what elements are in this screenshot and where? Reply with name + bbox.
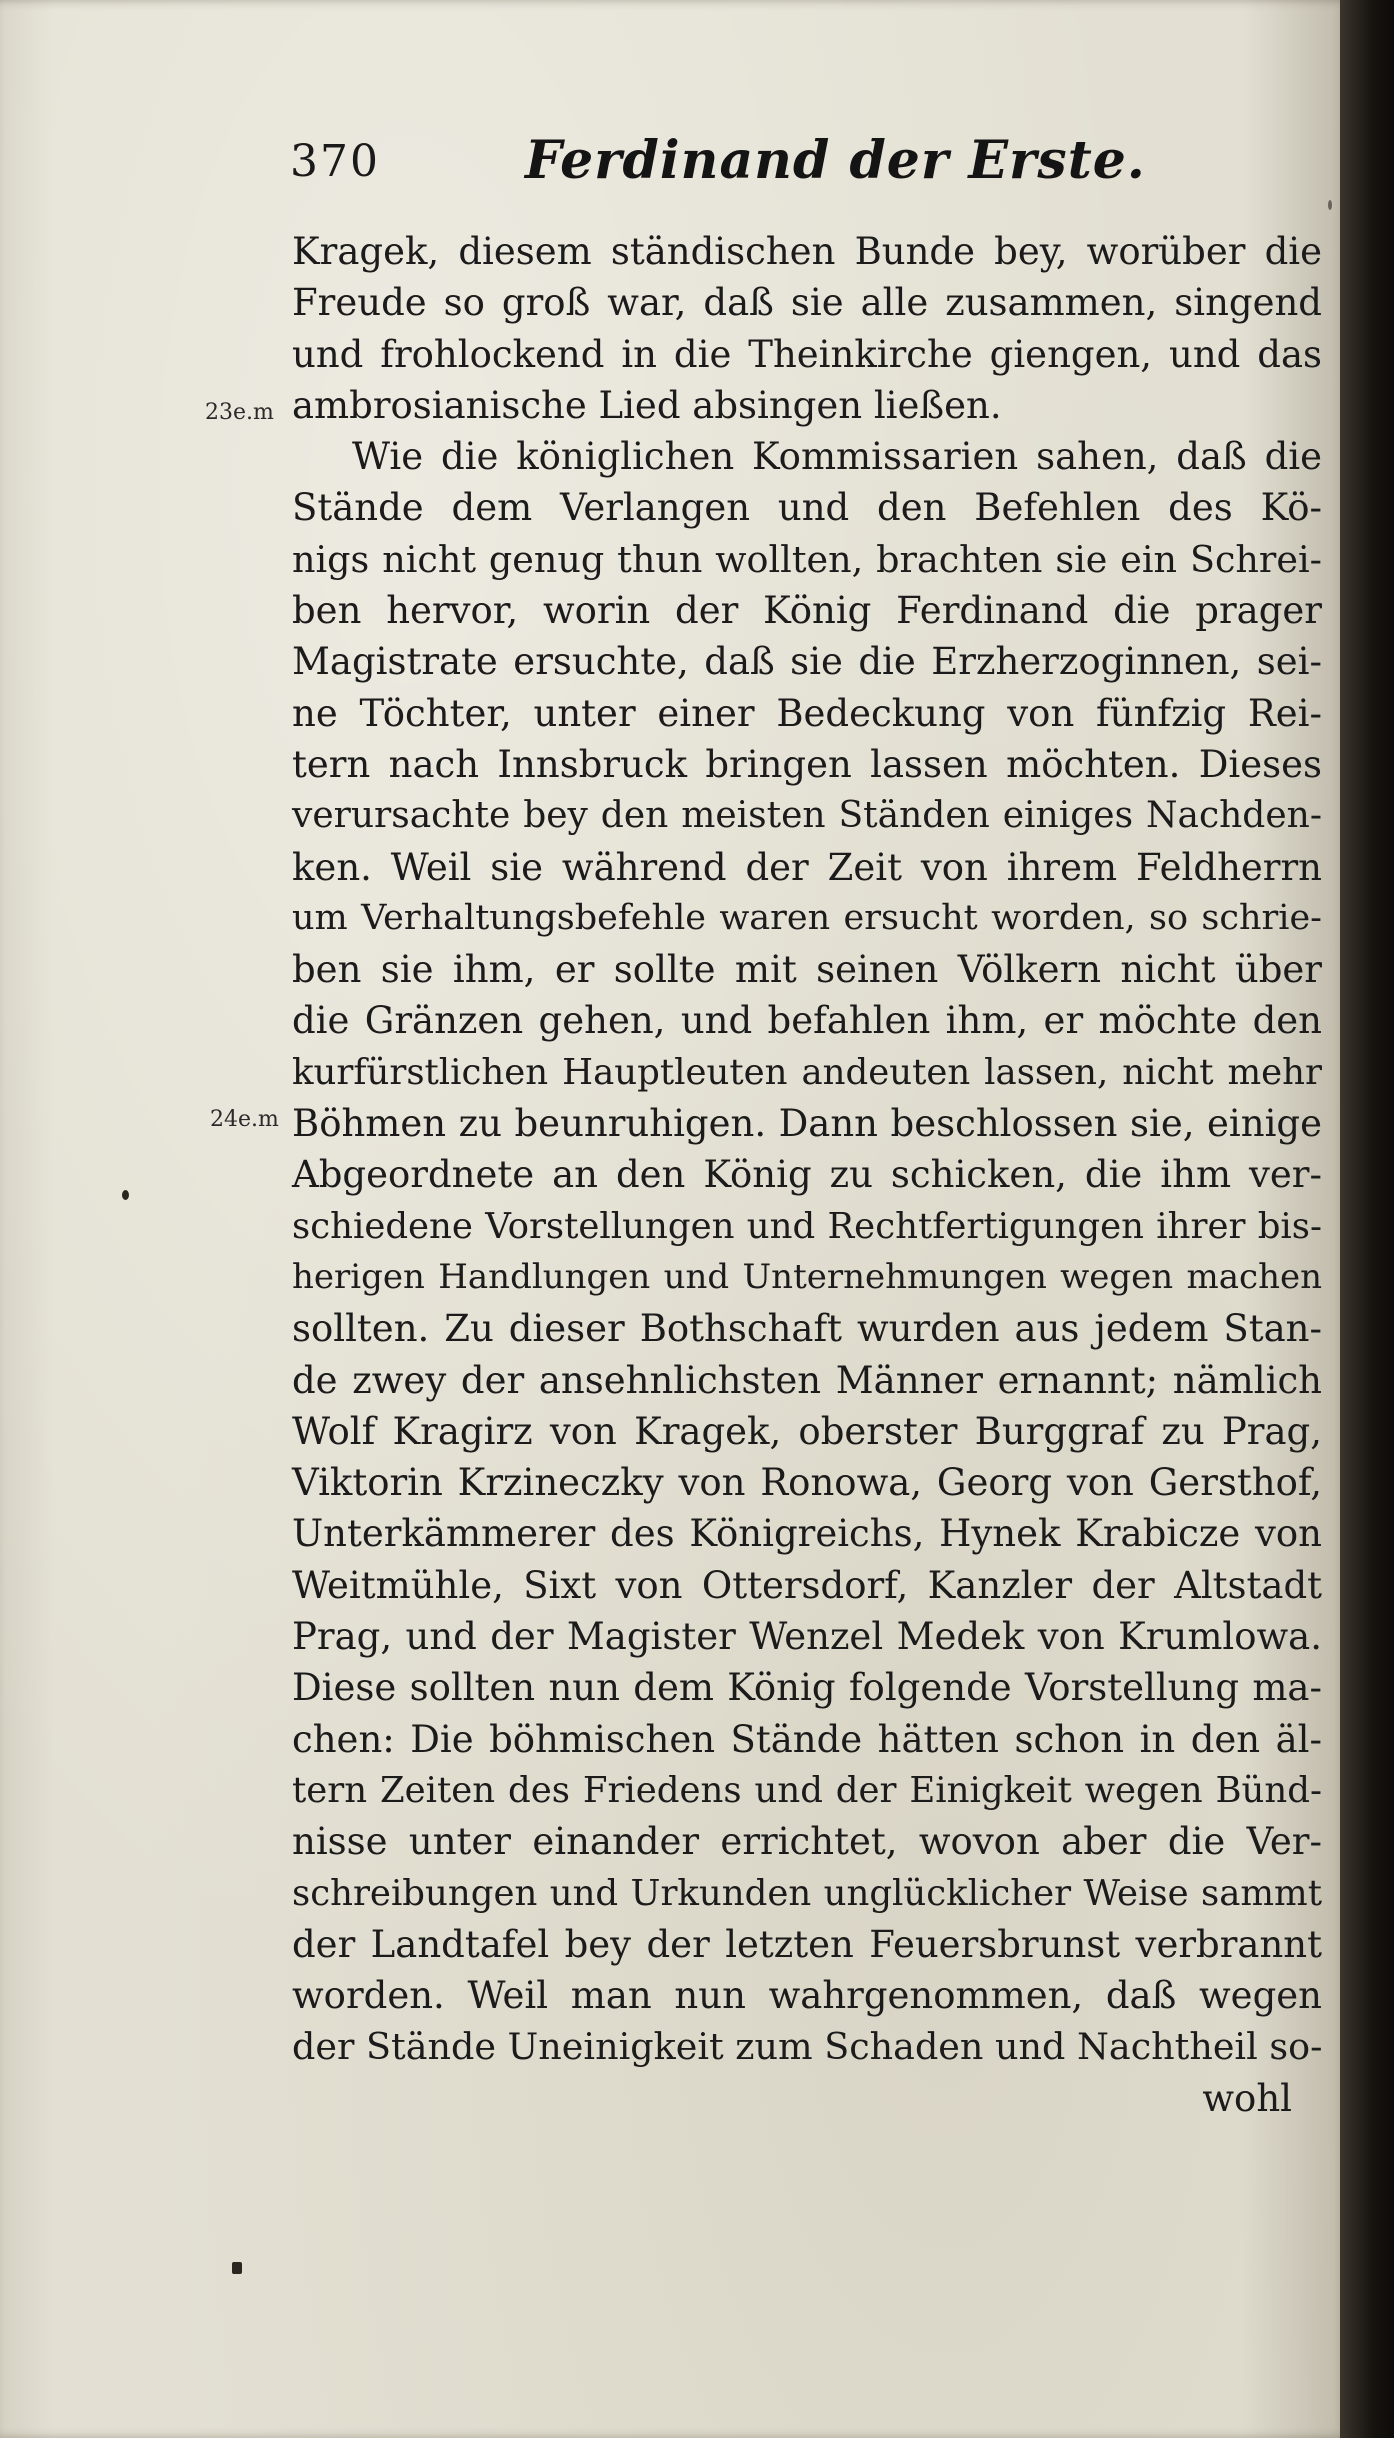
text-line: de zwey der ansehnlichsten Männer ernannt; nämlich: [292, 1358, 1322, 1402]
text-line: Wolf Kragirz von Kragek, oberster Burggraf zu Prag,: [292, 1409, 1322, 1453]
text-line: tern Zeiten des Friedens und der Einigkeit wegen Bünd-: [292, 1769, 1322, 1811]
page-number: 370: [290, 136, 380, 187]
text-line: und frohlockend in die Theinkirche giengen, und das: [292, 332, 1322, 376]
text-line: Böhmen zu beunruhigen. Dann beschlossen sie, einige: [292, 1102, 1322, 1146]
text-line: Diese sollten nun dem König folgende Vorstellung ma-: [292, 1666, 1322, 1710]
text-line: chen: Die böhmischen Stände hätten schon in den äl-: [292, 1717, 1322, 1761]
text-line: verursachte bey den meisten Ständen einiges Nachden-: [292, 795, 1322, 837]
text-line: Prag, und der Magister Wenzel Medek von Krumlowa.: [292, 1615, 1322, 1659]
paper-speck: [232, 2262, 242, 2274]
text-line: ne Töchter, unter einer Bedeckung von fünfzig Rei-: [292, 691, 1322, 735]
margin-note: 24e.m: [210, 1107, 279, 1132]
text-line: Stände dem Verlangen und den Befehlen des Kö-: [292, 486, 1322, 530]
text-line: Wie die königlichen Kommissarien sahen, daß die: [352, 435, 1322, 479]
text-line: Freude so groß war, daß sie alle zusammen, singend: [292, 281, 1322, 325]
text-line: nisse unter einander errichtet, wovon aber die Ver-: [292, 1820, 1322, 1864]
text-line: worden. Weil man nun wahrgenommen, daß wegen: [292, 1974, 1322, 2018]
catchword: wohl: [1202, 2076, 1292, 2120]
text-line: ambrosianische Lied absingen ließen.: [292, 383, 1002, 427]
text-line: sollten. Zu dieser Bothschaft wurden aus jedem Stan-: [292, 1307, 1322, 1351]
book-gutter-edge: [1340, 0, 1394, 2438]
text-line: schiedene Vorstellungen und Rechtfertigungen ihrer bis-: [292, 1205, 1322, 1247]
text-line: Magistrate ersuchte, daß sie die Erzherzoginnen, sei-: [292, 640, 1322, 684]
text-line: ben hervor, worin der König Ferdinand die prager: [292, 589, 1322, 633]
text-line: ben sie ihm, er sollte mit seinen Völkern nicht über: [292, 948, 1322, 992]
text-line: um Verhaltungsbefehle waren ersucht worden, so schrie-: [292, 897, 1322, 938]
text-line: Weitmühle, Sixt von Ottersdorf, Kanzler der Altstadt: [292, 1563, 1322, 1607]
text-line: Abgeordnete an den König zu schicken, die ihm ver-: [292, 1153, 1322, 1197]
running-title: Ferdinand der Erste.: [525, 130, 1146, 191]
text-line: ken. Weil sie während der Zeit von ihrem Feldherrn: [292, 845, 1322, 889]
text-line: der Landtafel bey der letzten Feuersbrunst verbrannt: [292, 1922, 1322, 1966]
text-line: der Stände Uneinigkeit zum Schaden und Nachtheil so-: [292, 2025, 1323, 2069]
text-line: schreibungen und Urkunden unglücklicher Weise sammt: [292, 1872, 1322, 1914]
text-line: nigs nicht genug thun wollten, brachten sie ein Schrei-: [292, 537, 1322, 581]
text-line: herigen Handlungen und Unternehmungen wegen machen: [292, 1256, 1322, 1297]
text-line: Unterkämmerer des Königreichs, Hynek Krabicze von: [292, 1512, 1322, 1556]
page-header: [290, 130, 1146, 200]
text-line: kurfürstlichen Hauptleuten andeuten lassen, nicht mehr: [292, 1051, 1322, 1093]
text-line: die Gränzen gehen, und befahlen ihm, er möchte den: [292, 999, 1322, 1043]
text-line: Viktorin Krzineczky von Ronowa, Georg von Gersthof,: [292, 1461, 1322, 1505]
text-line: Kragek, diesem ständischen Bunde bey, worüber die: [292, 230, 1322, 273]
paper-speck: [1328, 200, 1332, 210]
text-line: tern nach Innsbruck bringen lassen möchten. Dieses: [292, 742, 1322, 786]
margin-note: 23e.m: [205, 400, 274, 425]
paper-speck: [122, 1190, 129, 1200]
body-text: [292, 226, 1322, 2124]
